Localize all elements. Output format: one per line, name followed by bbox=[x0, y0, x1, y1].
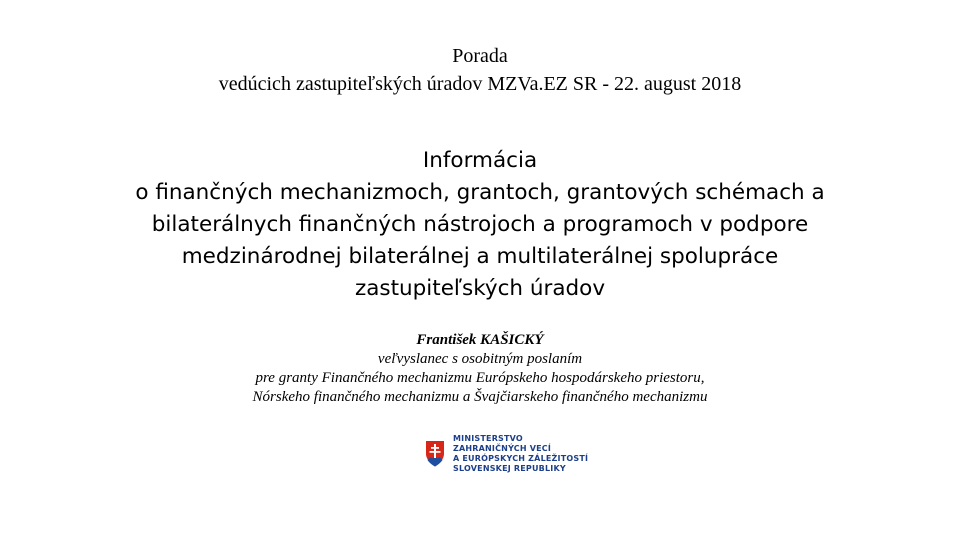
ministry-line-1: MINISTERSTVO bbox=[453, 434, 523, 443]
slovak-coat-of-arms-icon bbox=[424, 439, 446, 469]
header-line-1: Porada bbox=[452, 45, 508, 67]
presenter-line-4: Nórskeho finančného mechanizmu a Švajčiarskeho finančného mechanizmu bbox=[252, 389, 708, 405]
presenter-name: František KAŠICKÝ bbox=[416, 332, 544, 348]
title-line-1: Informácia bbox=[422, 148, 538, 173]
ministry-logo bbox=[424, 430, 588, 478]
title-line-4: medzinárodnej bilaterálnej a multilaterálnej spolupráce bbox=[181, 244, 779, 269]
header-line-2: vedúcich zastupiteľských úradov MZVa.EZ SR - 22. august 2018 bbox=[218, 73, 742, 95]
presenter-block bbox=[0, 331, 960, 407]
slide-header bbox=[0, 42, 960, 98]
title-line-2: o finančných mechanizmoch, grantoch, grantových schémach a bbox=[135, 180, 825, 205]
ministry-line-2: ZAHRANIČNÝCH VECÍ bbox=[453, 444, 552, 453]
ministry-name bbox=[453, 434, 588, 474]
ministry-line-4: SLOVENSKEJ REPUBLIKY bbox=[453, 464, 566, 473]
presenter-line-3: pre granty Finančného mechanizmu Európskeho hospodárskeho priestoru, bbox=[255, 370, 705, 386]
ministry-line-3: A EURÓPSKYCH ZÁLEŽITOSTÍ bbox=[453, 454, 589, 463]
main-title bbox=[80, 145, 880, 305]
title-line-5: zastupiteľských úradov bbox=[354, 276, 606, 301]
title-line-3: bilaterálnych finančných nástrojoch a programoch v podpore bbox=[151, 212, 809, 237]
presenter-role: veľvyslanec s osobitným poslaním bbox=[377, 351, 583, 367]
